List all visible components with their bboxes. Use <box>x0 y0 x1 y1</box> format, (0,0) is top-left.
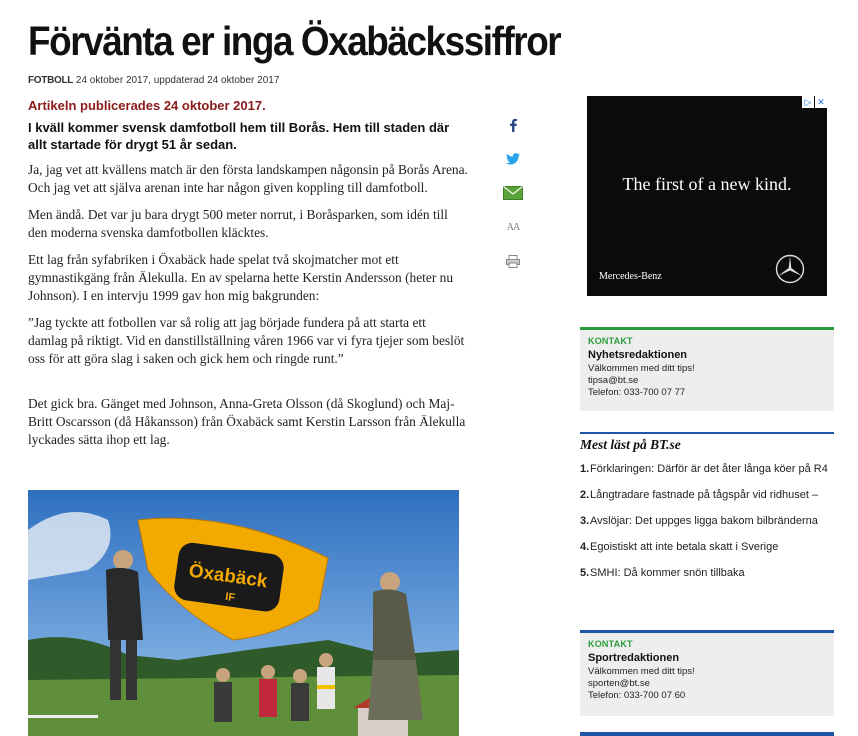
most-read-list <box>580 432 834 593</box>
contact-email-link[interactable]: sporten@bt.se <box>588 678 650 689</box>
facebook-share-button[interactable] <box>500 108 526 142</box>
list-item-number: 3. <box>580 515 590 527</box>
ad-brand: Mercedes-Benz <box>599 271 662 282</box>
list-item[interactable] <box>580 463 834 489</box>
article-quote: ”Jag tyckte att fotbollen var så rolig att jag började fundera på att starta ett damlag på riktigt. Vid en danstillställning våren 1966 var vi fyra tjejer som beslöt oss för att göra slag i saken och gick hem och ringde runt.” <box>28 315 465 366</box>
ad-choices[interactable] <box>801 96 827 108</box>
article-headline: Förvänta er inga Öxabäckssiffror <box>28 18 561 64</box>
list-item-link[interactable]: Avslöjar: Det uppges ligga bakom bilbränderna <box>590 515 818 527</box>
published-notice: Artikeln publicerades 24 oktober 2017. <box>28 98 266 113</box>
list-item-number: 4. <box>580 541 590 553</box>
article-paragraph: Ja, jag vet att kvällens match är den första landskampen någonsin på Borås Arena. Och jag vet att själva arenan inte har någon given koppling till damfotboll. <box>28 162 468 195</box>
dateline: 24 oktober 2017, uppdaterad 24 oktober 2017 <box>73 75 280 86</box>
divider <box>580 732 834 736</box>
list-item-number: 2. <box>580 489 590 501</box>
article-lead: I kväll kommer svensk damfotboll hem till Borås. Hem till staden där allt startade för drygt 51 år sedan. <box>28 120 450 152</box>
email-share-button[interactable] <box>500 176 526 210</box>
contact-text: Välkommen med ditt tips! <box>588 363 695 374</box>
print-icon <box>506 255 520 268</box>
article-photo[interactable] <box>28 490 459 736</box>
contact-phone: Telefon: 033-700 07 60 <box>588 690 686 701</box>
list-item-number: 1. <box>580 463 590 475</box>
photo-illustration <box>28 490 459 736</box>
list-item-link[interactable]: SMHI: Då kommer snön tillbaka <box>590 567 745 579</box>
contact-box-sport <box>580 630 834 716</box>
list-item-link[interactable]: Förklaringen: Därför är det åter långa köer på R4 <box>590 463 828 475</box>
flag-text: Öxabäck <box>187 560 269 593</box>
share-toolbar <box>500 108 526 278</box>
contact-label: KONTAKT <box>588 336 633 346</box>
contact-title: Sportredaktionen <box>588 652 680 664</box>
contact-text: Välkommen med ditt tips! <box>588 666 695 677</box>
category-link[interactable]: FOTBOLL <box>28 75 74 86</box>
most-read-heading: Mest läst på BT.se <box>580 432 834 453</box>
twitter-share-button[interactable] <box>500 142 526 176</box>
email-icon <box>503 186 523 200</box>
list-item-link[interactable]: Långtradare fastnade på tågspår vid ridhuset – <box>590 489 819 501</box>
article-meta <box>28 75 279 86</box>
list-item[interactable] <box>580 567 834 593</box>
list-item-number: 5. <box>580 567 590 579</box>
contact-box-news <box>580 327 834 411</box>
list-item-link[interactable]: Egoistiskt att inte betala skatt i Sverige <box>590 541 779 553</box>
advertisement[interactable] <box>587 96 827 296</box>
facebook-icon <box>508 118 518 132</box>
list-item[interactable] <box>580 515 834 541</box>
article-paragraph: Men ändå. Det var ju bara drygt 500 meter norrut, i Boråsparken, som idén till den moderna svenska damfotbollen kläcktes. <box>28 207 448 240</box>
twitter-icon <box>506 153 520 165</box>
ad-choices-icon[interactable]: ▷ <box>802 96 814 108</box>
text-size-button[interactable] <box>500 210 526 244</box>
flag-subtext: IF <box>224 590 236 605</box>
mercedes-star-icon <box>775 254 805 284</box>
print-button[interactable] <box>500 244 526 278</box>
list-item[interactable] <box>580 541 834 567</box>
article-paragraph: Det gick bra. Gänget med Johnson, Anna-Greta Olsson (då Skoglund) och Maj-Britt Oscarsson (då Håkansson) från Öxabäck samt Kerstin Larsson från Älekulla lyckades sätta ihop ett lag. <box>28 396 466 447</box>
contact-label: KONTAKT <box>588 639 633 649</box>
article-paragraph: Ett lag från syfabriken i Öxabäck hade spelat två skojmatcher mot ett gymnastikgäng från Älekulla. En av spelarna hette Kerstin Andersson (heter nu Johnson). I en intervju 1999 gav hon mig bakgrunden: <box>28 252 454 303</box>
contact-phone: Telefon: 033-700 07 77 <box>588 387 686 398</box>
contact-email-link[interactable]: tipsa@bt.se <box>588 375 639 386</box>
article-body <box>28 98 468 458</box>
ad-close-icon[interactable]: ✕ <box>815 96 827 108</box>
ad-tagline: The first of a new kind. <box>622 174 792 194</box>
list-item[interactable] <box>580 489 834 515</box>
contact-title: Nyhetsredaktionen <box>588 349 688 361</box>
text-size-icon: AA <box>506 221 520 233</box>
